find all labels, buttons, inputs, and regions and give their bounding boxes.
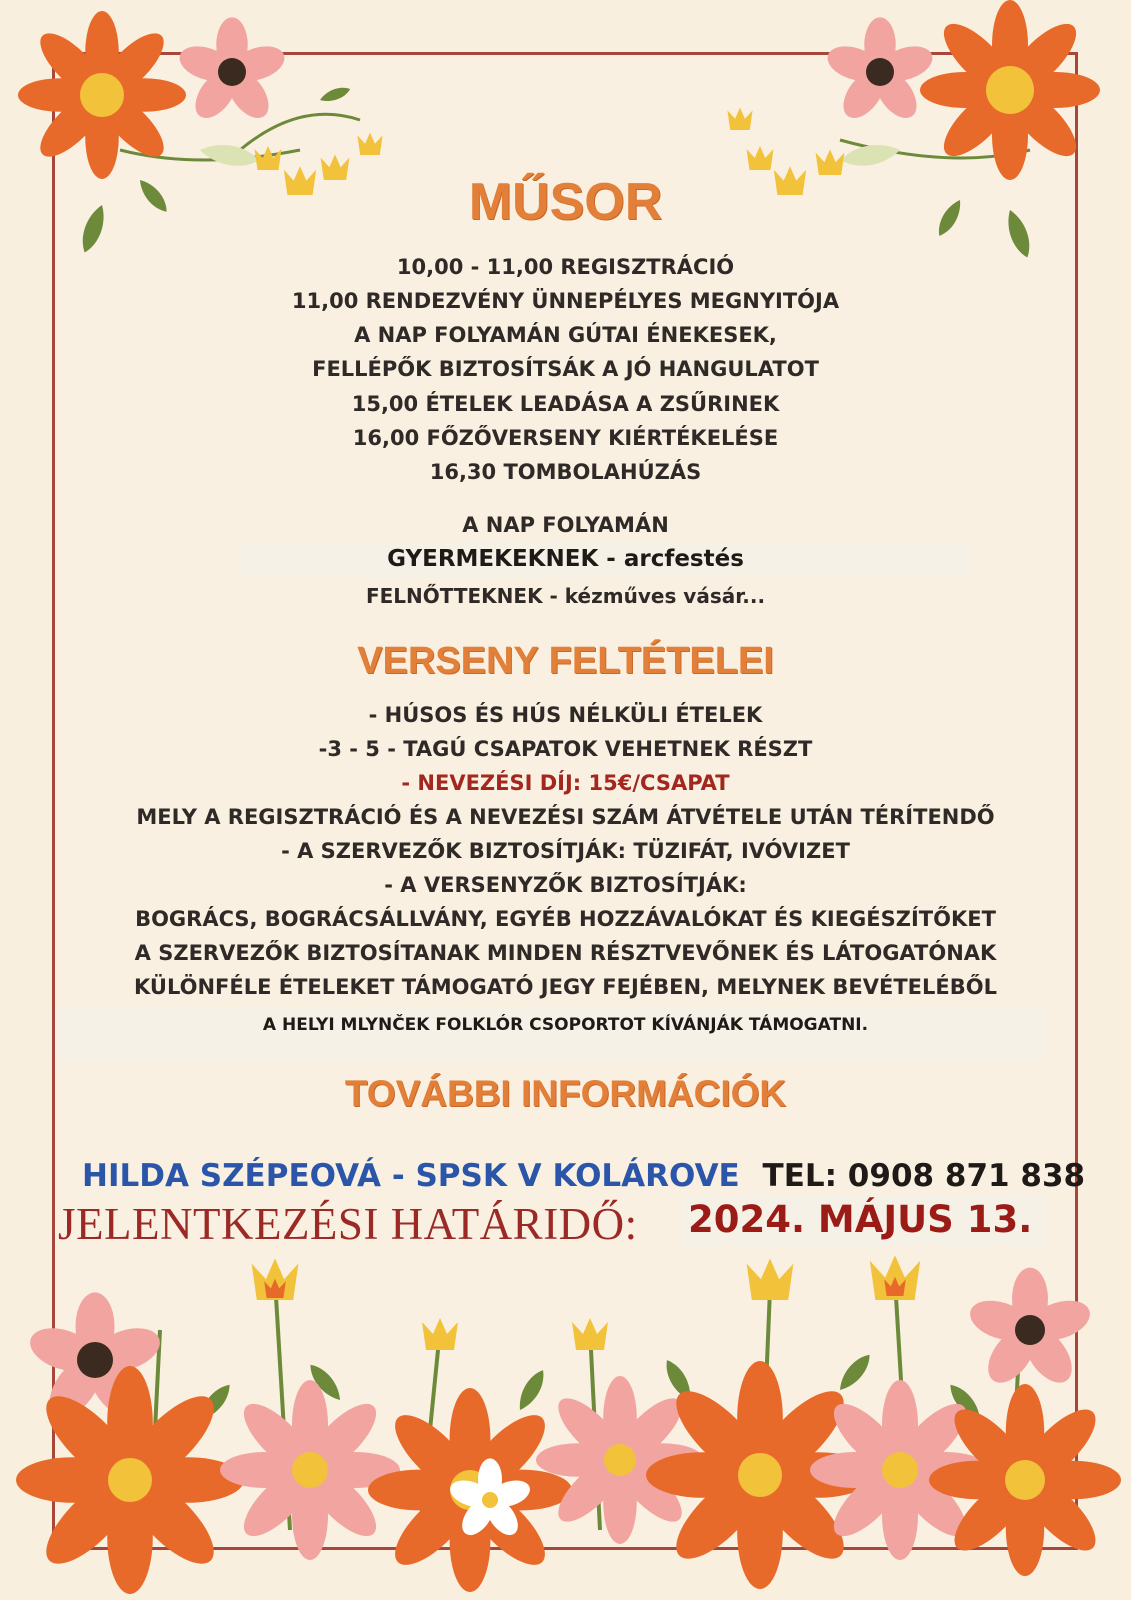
- fee-value: 15€/CSAPAT: [588, 771, 730, 795]
- program-line-4: FELLÉPŐK BIZTOSÍTSÁK A JÓ HANGULATOT: [312, 357, 819, 381]
- program-line-6: 16,00 FŐZŐVERSENY KIÉRTÉKELÉSE: [352, 426, 779, 450]
- daytime-title: A NAP FOLYAMÁN: [462, 513, 669, 537]
- rules-title: VERSENY FELTÉTELEI: [357, 640, 774, 682]
- contact-line: [82, 1158, 1085, 1194]
- deadline-date: 2024. MÁJUS 13.: [688, 1198, 1033, 1241]
- program-line-5: 15,00 ÉTELEK LEADÁSA A ZSŰRINEK: [351, 392, 780, 416]
- contact-tel: TEL: 0908 871 838: [762, 1158, 1086, 1194]
- rules-line-8: A SZERVEZŐK BIZTOSÍTANAK MINDEN RÉSZTVEVŐNEK ÉS LÁTOGATÓNAK: [134, 941, 997, 965]
- program-title: MŰSOR: [468, 173, 663, 231]
- program-line-1: 10,00 - 11,00 REGISZTRÁCIÓ: [396, 255, 735, 279]
- adults-activity: FELNŐTTEKNEK - kézműves vásár...: [365, 584, 766, 608]
- rules-line-6: - A VERSENYZŐK BIZTOSÍTJÁK:: [384, 873, 747, 897]
- rules-fee: [0, 771, 1131, 795]
- rules-line-9: KÜLÖNFÉLE ÉTELEKET TÁMOGATÓ JEGY FEJÉBEN, MELYNEK BEVÉTELÉBŐL: [134, 975, 997, 999]
- rules-line-4: MELY A REGISZTRÁCIÓ ÉS A NEVEZÉSI SZÁM ÁTVÉTELE UTÁN TÉRÍTENDŐ: [136, 805, 995, 829]
- rules-line-2: -3 - 5 - TAGÚ CSAPATOK VEHETNEK RÉSZT: [318, 737, 813, 761]
- rules-line-7: BOGRÁCS, BOGRÁCSÁLLVÁNY, EGYÉB HOZZÁVALÓKAT ÉS KIEGÉSZÍTŐKET: [135, 907, 996, 931]
- fee-label: - NEVEZÉSI DÍJ:: [401, 771, 589, 795]
- deadline-label: JELENTKEZÉSI HATÁRIDŐ:: [58, 1199, 638, 1249]
- info-title: TOVÁBBI INFORMÁCIÓK: [344, 1073, 787, 1114]
- contact-name: HILDA SZÉPEOVÁ - SPSK V KOLÁROVE: [82, 1158, 740, 1194]
- children-activity: GYERMEKEKNEK - arcfestés: [387, 546, 744, 572]
- program-line-3: A NAP FOLYAMÁN GÚTAI ÉNEKESEK,: [354, 323, 777, 347]
- program-line-2: 11,00 RENDEZVÉNY ÜNNEPÉLYES MEGNYITÓJA: [291, 289, 840, 313]
- rules-line-1: - HÚSOS ÉS HÚS NÉLKÜLI ÉTELEK: [368, 703, 763, 727]
- program-line-7: 16,30 TOMBOLAHÚZÁS: [429, 460, 702, 484]
- rules-line-10: A HELYI MLYNČEK FOLKLÓR CSOPORTOT KÍVÁNJÁK TÁMOGATNI.: [262, 1015, 869, 1035]
- rules-line-5: - A SZERVEZŐK BIZTOSÍTJÁK: TÜZIFÁT, IVÓVIZET: [281, 839, 850, 863]
